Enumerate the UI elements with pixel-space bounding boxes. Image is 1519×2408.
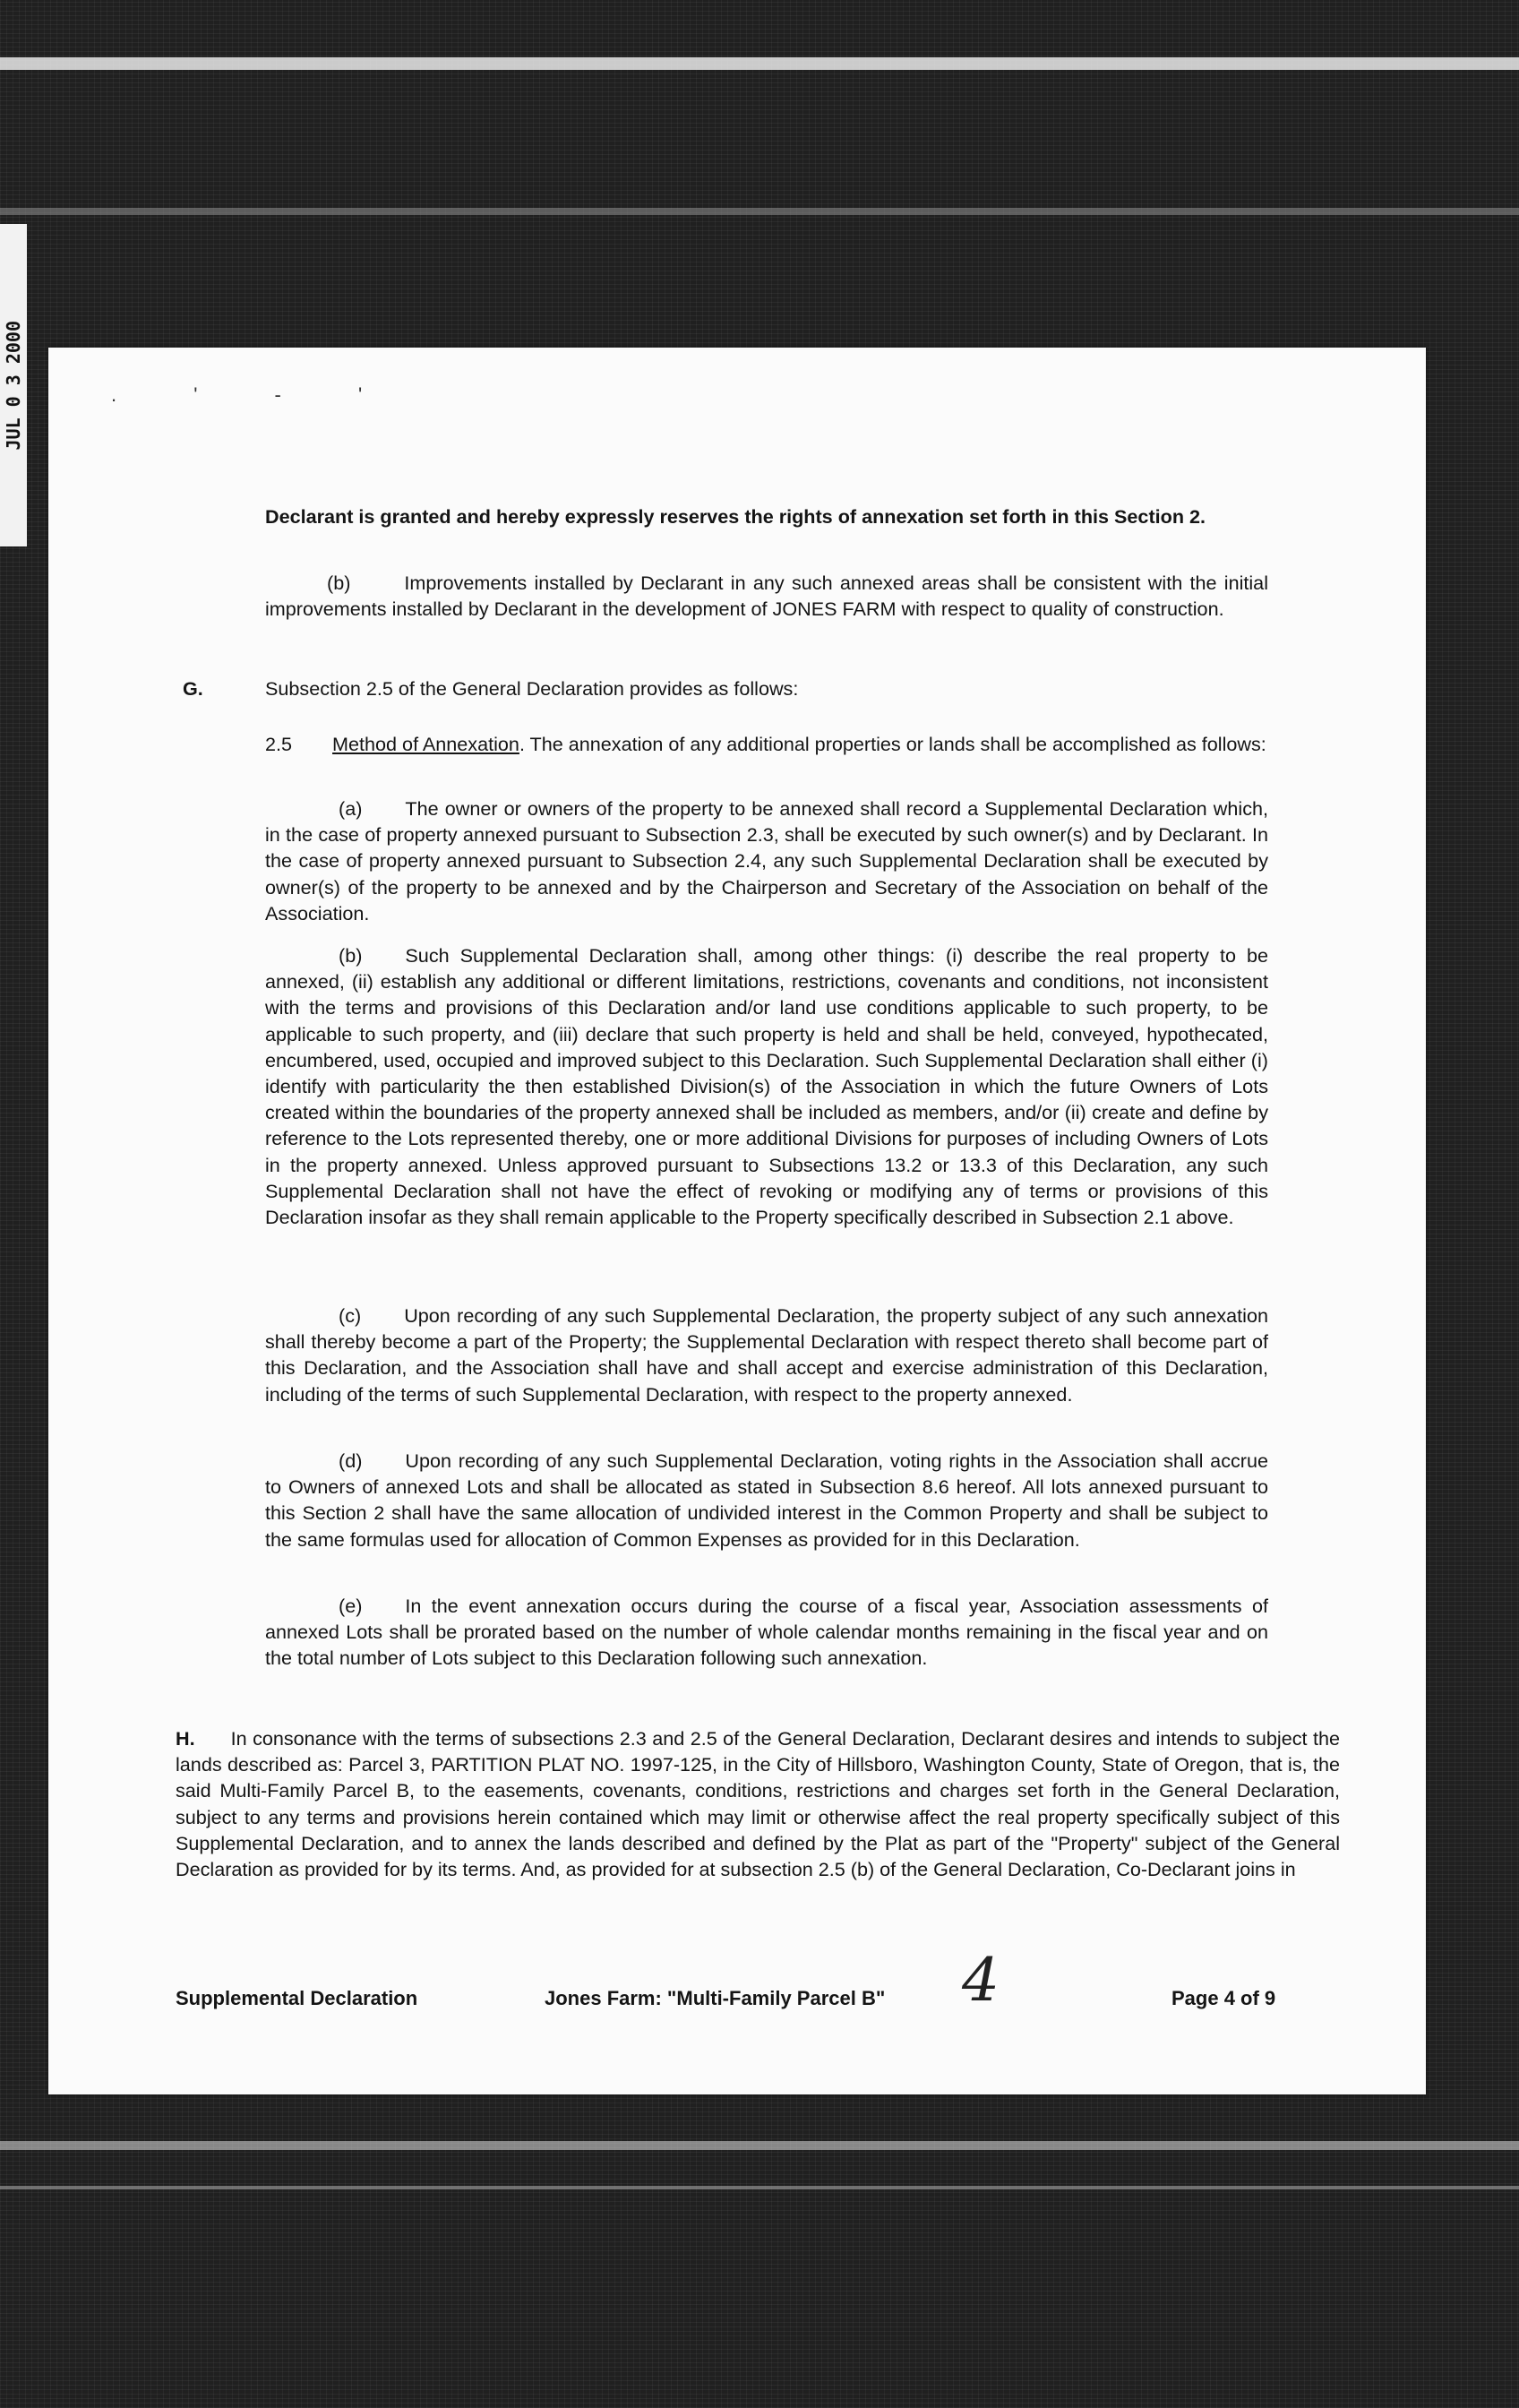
paragraph-label: (a) <box>339 797 363 820</box>
scan-artifact-band <box>0 2141 1519 2150</box>
subsection-2-5 <box>265 731 1268 757</box>
paragraph-c <box>265 1303 1268 1407</box>
footer-document-name: Jones Farm: "Multi-Family Parcel B" <box>545 1987 886 2009</box>
paragraph-text: In consonance with the terms of subsections 2.3 and 2.5 of the General Declaration, Declarant desires and intends to subject the lands described as: Parcel 3, PARTITION PLAT NO. 1997-125, in the City of Hillsboro, Washington County, State of Oregon, that is, the said Multi-Family Parcel B, to the easements, covenants, conditions, restrictions and charges set forth in the General Declaration, subject to any terms and provisions herein contained which may limit or otherwise affect the real property specifically subject of this Supplemental Declaration, and to annex the lands described and defined by the Plat as part of the "Property" subject of the General Declaration as provided for by its terms. And, as provided for at subsection 2.5 (b) of the General Declaration, Co-Declarant joins in <box>176 1727 1340 1881</box>
scan-artifact-band <box>0 208 1519 215</box>
section-g-text <box>265 675 1268 701</box>
document-body <box>48 348 1426 2094</box>
paragraph-label: (e) <box>339 1595 363 1617</box>
paragraph-label: (c) <box>339 1304 362 1327</box>
page-specks: . ' - ' <box>111 383 399 406</box>
margin-stamp-text: JUL 0 3 2000 <box>3 320 24 451</box>
document-page <box>48 348 1426 2094</box>
footer-title: Supplemental Declaration <box>176 1987 418 2009</box>
footer-page-number: Page 4 of 9 <box>1171 1987 1276 2009</box>
scan-artifact-band <box>0 57 1519 70</box>
paragraph-b-improvements <box>265 570 1268 622</box>
section-label-h: H. <box>176 1727 195 1750</box>
paragraph-d <box>265 1448 1268 1552</box>
subsection-number: 2.5 <box>265 733 293 755</box>
paragraph-text: In the event annexation occurs during the course of a fiscal year, Association assessments of annexed Lots shall be prorated based on the number of whole calendar months remaining in the fiscal year and on the total number of Lots subject to this Declaration following such annexation. <box>265 1595 1268 1670</box>
paragraph-text: Such Supplemental Declaration shall, among other things: (i) describe the real property to be annexed, (ii) establish any additional or different limitations, restrictions, covenants and conditions, not inconsistent with the terms and provisions of this Declaration and/or land use conditions applicable to such property, to be applicable to such property, and (iii) declare that such property is held and shall be held, conveyed, hypothecated, encumbered, used, occupied and improved subject to this Declaration. Such Supplemental Declaration shall either (i) identify with particularity the then established Division(s) of the Association in which the future Owners of Lots created within the boundaries of the property annexed shall be included as members, and/or (ii) create and define by reference to the Lots represented thereby, one or more additional Divisions for purposes of including Owners of Lots in the property annexed. Unless approved pursuant to Subsections 13.2 or 13.3 of this Declaration, any such Supplemental Declaration shall not have the effect of revoking or modifying any of terms or provisions of this Declaration insofar as they shall remain applicable to the Property specifically described in Subsection 2.1 above. <box>265 944 1268 1229</box>
paragraph-text: Upon recording of any such Supplemental Declaration, the property subject of any such annexation shall thereby become a part of the Property; the Supplemental Declaration with respect thereto shall become part of this Declaration, and the Association shall have and shall accept and exercise administration of this Declaration, including of the terms of such Supplemental Declaration, with respect to the property annexed. <box>265 1304 1268 1406</box>
paragraph-label: (b) <box>327 572 351 594</box>
paragraph-text: . The annexation of any additional properties or lands shall be accomplished as follows: <box>519 733 1266 755</box>
handwritten-page-number: 4 <box>962 1946 1000 2015</box>
scan-artifact-band <box>0 2186 1519 2189</box>
paragraph-text: Subsection 2.5 of the General Declaration provides as follows: <box>265 677 799 700</box>
section-h <box>176 1725 1340 1882</box>
paragraph-label: (b) <box>339 944 363 967</box>
margin-stamp-strip <box>0 224 27 546</box>
paragraph-a <box>265 796 1268 926</box>
paragraph-b <box>265 942 1268 1230</box>
paragraph-text: Declarant is granted and hereby expressly reserves the rights of annexation set forth in this Section 2. <box>265 505 1206 528</box>
paragraph-text: Improvements installed by Declarant in any such annexed areas shall be consistent with the initial improvements installed by Declarant in the development of JONES FARM with respect to quality of construction. <box>265 572 1268 621</box>
paragraph-e <box>265 1593 1268 1672</box>
paragraph-text: The owner or owners of the property to be annexed shall record a Supplemental Declaration which, in the case of property annexed pursuant to Subsection 2.3, shall be executed by such owner(s) and by Declarant. In the case of property annexed pursuant to Subsection 2.4, any such Supplemental Declaration shall be executed by owner(s) of the property to be annexed and by the Chairperson and Secretary of the Association on behalf of the Association. <box>265 797 1268 924</box>
paragraph-label: (d) <box>339 1449 363 1472</box>
paragraph-continued <box>265 503 1268 529</box>
paragraph-text: Upon recording of any such Supplemental Declaration, voting rights in the Association shall accrue to Owners of annexed Lots and shall be allocated as stated in Subsection 8.6 hereof. All lots annexed pursuant to this Section 2 shall have the same allocation of undivided interest in the Common Property and shall be subject to the same formulas used for allocation of Common Expenses as provided for in this Declaration. <box>265 1449 1268 1551</box>
section-label-g: G. <box>183 677 203 700</box>
subsection-title: Method of Annexation <box>332 733 519 755</box>
